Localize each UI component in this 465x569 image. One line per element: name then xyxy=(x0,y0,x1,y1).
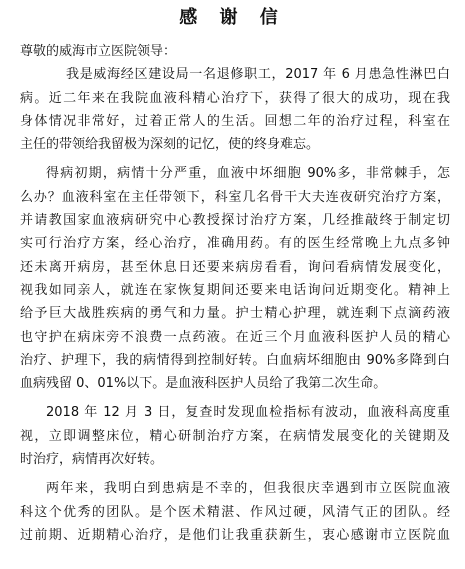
paragraph-line: 我是威海经区建设局一名退修职工，2017 年 6 月患急性淋巴白 xyxy=(66,67,450,83)
salutation: 尊敬的威海市立医院领导： xyxy=(20,44,177,59)
paragraph-line: 给予巨大战胜疾病的勇气和力量。护士精心护理，就连剩下点滴药液 xyxy=(20,306,450,322)
paragraph-line: 还未离开病房，甚至休息日还要来病房看看，询问看病情发展变化， xyxy=(20,259,450,275)
paragraph-line: 得病初期，病情十分严重，血液中坏细胞 90%多，非常棘手，怎 xyxy=(46,166,450,182)
paragraph-line: 实可行治疗方案，经心治疗，准确用药。有的医生经常晚上九点多钟 xyxy=(20,236,450,252)
paragraph-line: 也守护在病床旁不浪费一点药液。在近三个月血液科医护人员的精心 xyxy=(20,329,450,345)
paragraph-line: 两年来，我明白到患病是不幸的，但我很庆幸遇到市立医院血液 xyxy=(46,481,450,497)
paragraph-line: 病。近二年来在我院血液科精心治疗下，获得了很大的成功，现在我 xyxy=(20,90,450,106)
paragraph-line: 过前期、近期精心治疗，是他们让我重获新生，衷心感谢市立医院血 xyxy=(20,527,450,543)
paragraph-line: 并请教国家血液病研究中心教授探讨治疗方案，几经推敲终于制定切 xyxy=(20,213,450,229)
paragraph-line: 主任的带领给我留极为深刻的记忆，使的终身难忘。 xyxy=(20,137,320,153)
paragraph-line: 视我如同亲人，就连在家恢复期间还要来电话询问近期变化。精神上 xyxy=(20,282,450,298)
letter-title: 感 谢 信 xyxy=(179,7,286,28)
letter-body xyxy=(20,40,450,547)
paragraph-line: 视，立即调整床位，精心研制治疗方案，在病情发展变化的关键期及 xyxy=(20,428,450,444)
paragraph-line: 身体情况非常好，过着正常人的生活。回想二年的治疗过程，科室在 xyxy=(20,113,450,129)
paragraph-line: 治疗、护理下，我的病情得到控制好转。白血病坏细胞由 90%多降到白 xyxy=(20,352,450,368)
paragraph-line: 血病残留 0、01%以下。是血液科医护人员给了我第二次生命。 xyxy=(20,376,387,392)
paragraph-line: 么办？血液科室在主任带领下，科室几名骨干大夫连夜研究治疗方案， xyxy=(20,189,450,205)
paragraph-line: 时治疗，病情再次好转。 xyxy=(20,452,164,468)
paragraph-line: 2018 年 12 月 3 日，复查时发现血检指标有波动，血液科高度重 xyxy=(46,405,450,421)
paragraph-line: 科这个优秀的团队。是个医术精湛、作风过硬，风清气正的团队。经 xyxy=(20,504,450,520)
